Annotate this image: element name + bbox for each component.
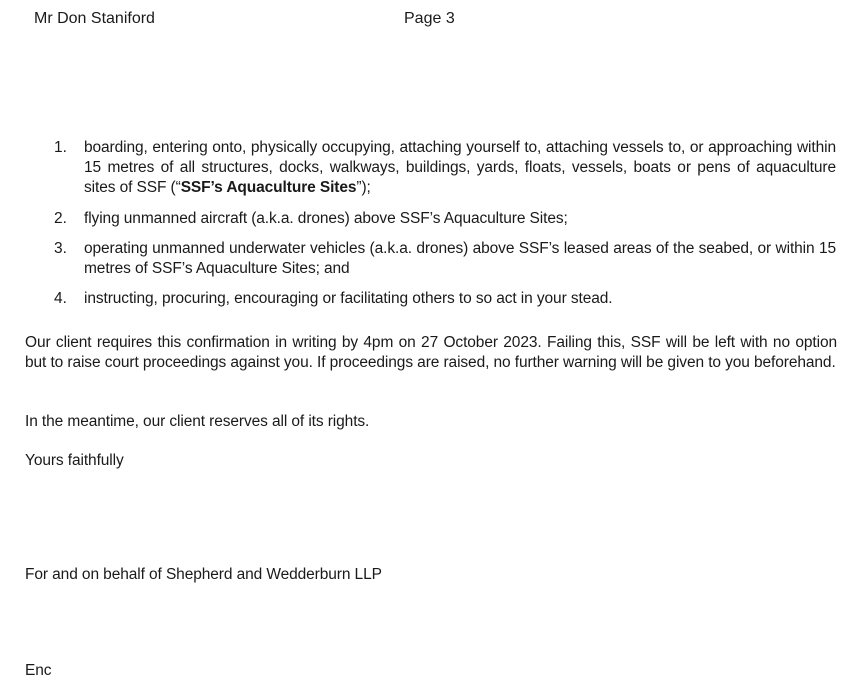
list-item-number: 1. [54,139,67,156]
rights-paragraph: In the meantime, our client reserves all of its rights. [25,413,370,430]
list-item-number: 3. [54,240,67,257]
list-item-text: instructing, procuring, encouraging or facilitating others to so act in your stead. [84,290,613,307]
list-item [54,289,836,309]
list-item [54,239,836,279]
list-item-number: 4. [54,290,67,307]
list-item [54,209,836,229]
signature-line: For and on behalf of Shepherd and Wedderburn LLP [25,566,382,583]
enclosure-note: Enc [25,662,52,679]
list-item-number: 2. [54,210,67,227]
list-item-text: operating unmanned underwater vehicles (a.k.a. drones) above SSF’s leased areas of the seabed, or within 15 metres of SSF’s Aquaculture Sites; and [84,240,836,277]
defined-term: SSF’s Aquaculture Sites [180,179,357,196]
list-item-text: boarding, entering onto, physically occupying, attaching yourself to, attaching vessels to, or approaching within 15 metres of all structures, docks, walkways, buildings, yards, floats, vessels, boats or pens of aquaculture sites of SSF (“SSF’s Aquaculture Sites”); [84,139,836,196]
recipient-name: Mr Don Staniford [34,10,155,27]
list-item [54,138,836,198]
closing-salutation: Yours faithfully [25,452,124,469]
deadline-paragraph: Our client requires this confirmation in writing by 4pm on 27 October 2023. Failing this, SSF will be left with no option but to raise court proceedings against you. If proceedings are raised, no further warning will be given to you beforehand. [25,334,837,371]
list-item-text: flying unmanned aircraft (a.k.a. drones) above SSF’s Aquaculture Sites; [84,210,568,227]
page-number: Page 3 [404,10,455,27]
